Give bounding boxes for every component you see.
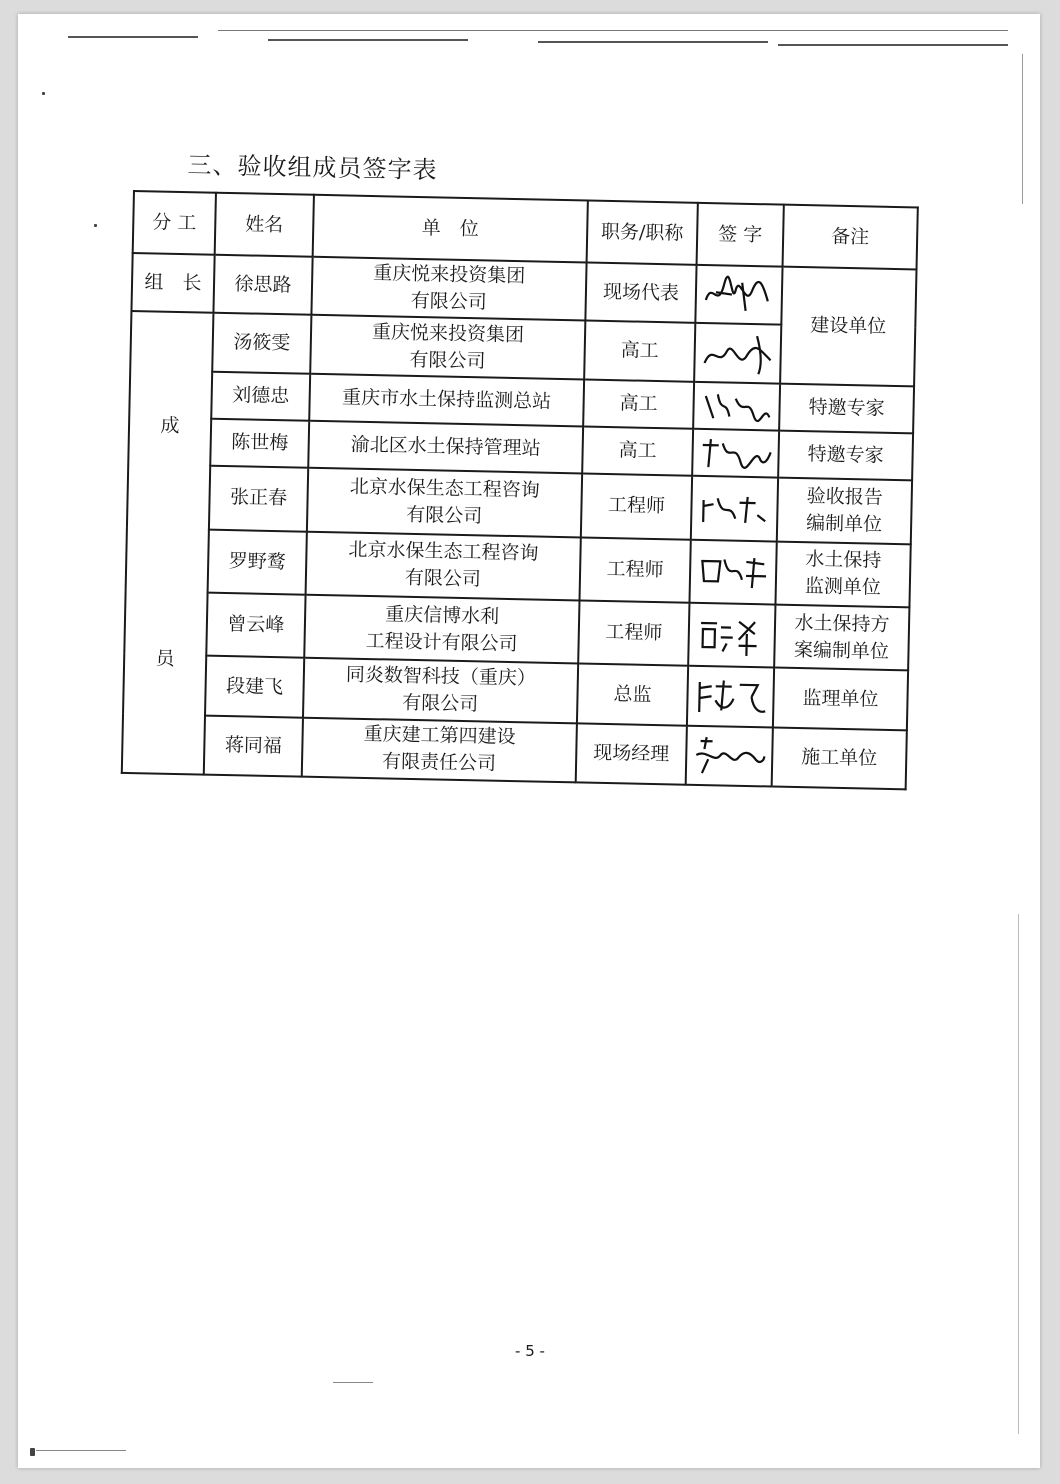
cell-title: 总监 <box>577 664 688 726</box>
cell-name: 段建飞 <box>205 656 304 717</box>
signature-table-wrapper <box>121 190 919 790</box>
page-number: - 5 - <box>515 1342 545 1360</box>
handwritten-signature <box>693 674 768 720</box>
scan-line <box>36 1450 126 1451</box>
scan-speck <box>42 92 45 95</box>
cell-unit: 重庆信博水利 工程设计有限公司 <box>304 595 579 664</box>
signature-cell <box>694 323 781 384</box>
handwritten-signature <box>692 733 767 779</box>
cell-name: 陈世梅 <box>210 419 309 468</box>
handwritten-signature <box>694 613 769 659</box>
cell-note-construction: 建设单位 <box>780 267 916 387</box>
role-member-bottom: 员 <box>155 647 175 670</box>
scan-line <box>333 1382 373 1383</box>
scan-edge-line <box>1022 54 1023 204</box>
section-title: 三、验收组成员签字表 <box>187 150 438 185</box>
signature-cell <box>692 429 779 478</box>
handwritten-signature <box>701 270 776 320</box>
signature-cell <box>687 666 774 727</box>
cell-title: 高工 <box>584 321 695 383</box>
handwritten-signature <box>699 386 774 428</box>
signature-cell <box>691 476 778 541</box>
handwritten-signature <box>696 549 771 595</box>
signature-cell <box>689 539 776 604</box>
scan-speck <box>94 224 97 227</box>
cell-name: 曾云峰 <box>206 593 305 658</box>
signature-cell <box>686 725 773 786</box>
signature-cell <box>688 603 775 668</box>
cell-title: 高工 <box>583 380 694 429</box>
cell-title: 高工 <box>582 427 693 476</box>
header-unit: 单 位 <box>313 195 588 263</box>
cell-role-members <box>122 311 214 775</box>
signature-table <box>121 190 919 790</box>
cell-unit: 北京水保生态工程咨询 有限公司 <box>307 468 582 537</box>
cell-name: 罗野鹜 <box>208 529 307 594</box>
role-member-top: 成 <box>160 414 180 438</box>
cell-note: 水土保持方 案编制单位 <box>774 605 909 671</box>
cell-title: 工程师 <box>580 537 691 603</box>
cell-note: 施工单位 <box>772 727 907 789</box>
cell-name: 徐思路 <box>213 255 312 315</box>
cell-name: 汤筱雯 <box>212 313 311 374</box>
cell-title: 现场代表 <box>585 263 696 323</box>
signature-cell <box>693 382 780 431</box>
cell-note: 验收报告 编制单位 <box>777 478 912 544</box>
scan-line <box>218 30 1008 31</box>
header-note: 备注 <box>783 205 918 270</box>
header-name: 姓名 <box>215 193 314 257</box>
cell-note: 水土保持 监测单位 <box>775 541 910 607</box>
cell-unit: 重庆悦来投资集团 有限公司 <box>311 257 586 321</box>
cell-unit: 重庆悦来投资集团 有限公司 <box>310 315 585 380</box>
cell-note: 特邀专家 <box>778 431 913 481</box>
cell-name: 张正春 <box>209 466 308 531</box>
cell-title: 现场经理 <box>576 723 687 785</box>
cell-role-leader: 组 长 <box>131 253 214 313</box>
scan-speck <box>30 1448 35 1456</box>
handwritten-signature <box>700 329 775 379</box>
scan-line <box>538 41 768 43</box>
cell-note: 监理单位 <box>773 668 908 730</box>
cell-unit: 重庆建工第四建设 有限责任公司 <box>302 717 577 782</box>
cell-name: 蒋同福 <box>204 715 303 776</box>
cell-title: 工程师 <box>581 474 692 540</box>
cell-unit: 重庆市水土保持监测总站 <box>309 374 584 427</box>
scan-line <box>68 36 198 38</box>
header-sign: 签 字 <box>697 203 784 267</box>
handwritten-signature <box>697 486 772 532</box>
header-title: 职务/职称 <box>587 201 698 265</box>
cell-title: 工程师 <box>578 600 689 666</box>
scan-line <box>268 39 468 41</box>
cell-unit: 渝北区水土保持管理站 <box>308 421 583 474</box>
cell-note: 特邀专家 <box>779 384 914 434</box>
header-role: 分 工 <box>133 191 216 255</box>
cell-unit: 北京水保生态工程咨询 有限公司 <box>306 531 581 600</box>
scan-line <box>778 44 1008 46</box>
cell-name: 刘德忠 <box>211 372 310 421</box>
signature-cell <box>695 265 782 325</box>
handwritten-signature <box>698 433 773 475</box>
cell-unit: 同炎数智科技（重庆） 有限公司 <box>303 658 578 723</box>
